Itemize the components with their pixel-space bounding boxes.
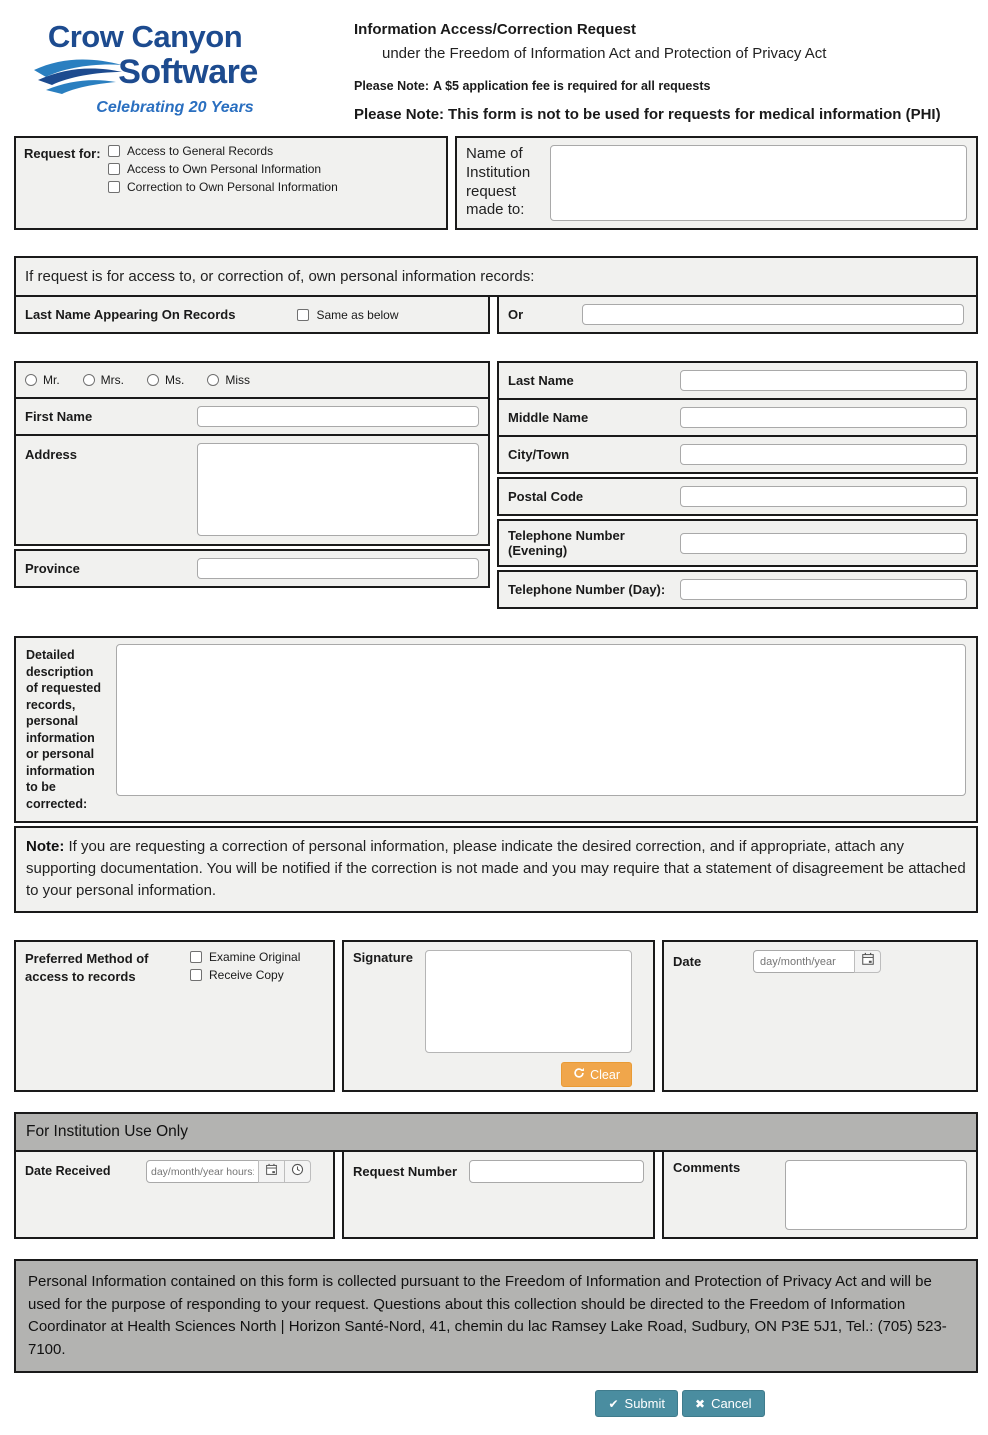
- submit-button[interactable]: [595, 1390, 678, 1417]
- radio-ms[interactable]: [147, 374, 159, 386]
- same-as-below-label: Same as below: [316, 307, 399, 322]
- title-option-mrs: [83, 373, 124, 387]
- radio-label: Mrs.: [100, 373, 124, 387]
- date-received-input[interactable]: [146, 1160, 259, 1183]
- clear-button-label: Clear: [590, 1067, 620, 1082]
- province-label: Province: [25, 561, 80, 576]
- middle-name-row: [497, 398, 978, 437]
- phone-day-label: Telephone Number (Day):: [508, 582, 666, 597]
- title-option-mr: [25, 373, 60, 387]
- postal-code-row: [497, 477, 978, 516]
- checkbox-same-as-below[interactable]: [297, 309, 309, 321]
- comments-box: [662, 1150, 978, 1239]
- x-icon: ✖: [695, 1396, 706, 1411]
- postal-code-input[interactable]: [680, 486, 967, 507]
- last-name-on-records-box: [14, 295, 490, 334]
- cancel-button[interactable]: [682, 1390, 765, 1417]
- submit-button-label: Submit: [624, 1396, 665, 1412]
- request-number-input[interactable]: [469, 1160, 644, 1183]
- title-option-miss: [207, 373, 250, 387]
- request-number-label: Request Number: [353, 1164, 458, 1180]
- last-name-input[interactable]: [680, 370, 967, 391]
- date-received-calendar-button[interactable]: [258, 1160, 285, 1183]
- phone-evening-label: Telephone Number (Evening): [508, 528, 625, 558]
- same-as-below-option: [297, 308, 398, 322]
- or-label: Or: [508, 307, 524, 322]
- checkbox-access-own-personal-info[interactable]: [108, 163, 120, 175]
- form-actions: [198, 1390, 988, 1417]
- checkbox-access-general-records[interactable]: [108, 145, 120, 157]
- signature-column: [425, 950, 632, 1087]
- first-name-input[interactable]: [197, 406, 479, 427]
- correction-note: [14, 826, 978, 913]
- city-town-row: [497, 435, 978, 474]
- or-box: [497, 295, 978, 334]
- wave-swoosh-icon: [32, 56, 124, 101]
- option-label: Correction to Own Personal Information: [127, 180, 338, 194]
- option-label: Examine Original: [209, 950, 301, 965]
- date-input[interactable]: [753, 950, 855, 973]
- privacy-statement: Personal Information contained on this form is collected pursuant to the Freedom of Information and Protection of Privacy Act and will be used for the purpose of responding to your request. Questions about this collection should be directed to the Freedom of Information Coordinator at Health Sciences North | Horizon Santé-Nord, 41, chemin du lac Ramsey Lake Road, Sudbury, ON P3E 5J1, Tel.: (705) 523-7100.: [14, 1259, 978, 1373]
- page-title: Information Access/Correction Request: [354, 21, 637, 38]
- date-input-group: [753, 950, 881, 973]
- refresh-icon: [573, 1067, 585, 1082]
- fee-note-label: Please Note:: [354, 79, 430, 93]
- institution-name-textarea[interactable]: [550, 145, 967, 221]
- last-name-label: Last Name: [508, 373, 574, 388]
- phi-note-text: This form is not to be used for requests for medical information (PHI): [448, 106, 941, 123]
- province-input[interactable]: [197, 558, 479, 579]
- description-textarea[interactable]: [116, 644, 966, 796]
- institution-use-header: For Institution Use Only: [14, 1112, 978, 1152]
- phone-day-input[interactable]: [680, 579, 967, 600]
- calendar-picker-button[interactable]: [854, 950, 881, 973]
- description-label: Detailed description of requested records, personal information or personal information to be corrected:: [26, 648, 102, 811]
- option-label: Access to General Records: [127, 144, 274, 158]
- form-header: [14, 12, 978, 125]
- date-box: [662, 940, 978, 1092]
- crow-canyon-logo: [14, 12, 276, 125]
- personal-details-left-column: [14, 361, 490, 588]
- checkbox-correction-own-personal-info[interactable]: [108, 181, 120, 193]
- phi-note-label: Please Note:: [354, 106, 445, 123]
- middle-name-input[interactable]: [680, 407, 967, 428]
- phone-evening-row: [497, 519, 978, 567]
- title-block: [354, 12, 941, 123]
- date-label: Date: [673, 954, 702, 970]
- comments-label: Comments: [673, 1160, 741, 1176]
- address-row: [14, 434, 490, 546]
- option-receive-copy: [190, 968, 300, 982]
- address-textarea[interactable]: [197, 443, 479, 536]
- personal-details-right-column: [497, 361, 978, 609]
- title-option-ms: [147, 373, 184, 387]
- middle-name-label: Middle Name: [508, 410, 589, 425]
- fee-note-text: A $5 application fee is required for all requests: [433, 79, 711, 93]
- request-for-label: Request for:: [24, 146, 101, 161]
- note-label: Note:: [26, 838, 65, 855]
- last-name-on-records-label: Last Name Appearing On Records: [25, 307, 236, 322]
- own-records-header: If request is for access to, or correction of, own personal information records:: [14, 256, 978, 297]
- option-examine-original: [190, 950, 300, 964]
- access-method-section: [14, 940, 978, 1092]
- request-options: [108, 144, 338, 222]
- radio-label: Ms.: [165, 373, 185, 387]
- phi-note: [354, 106, 941, 123]
- clock-icon: [291, 1163, 304, 1181]
- radio-label: Miss: [225, 373, 251, 387]
- preferred-method-label: Preferred Method of access to records: [25, 951, 149, 985]
- calendar-icon: [265, 1163, 278, 1181]
- option-correction-own-personal-info: [108, 180, 338, 194]
- institution-name-box: [455, 136, 978, 230]
- logo-row: [32, 46, 258, 101]
- checkbox-receive-copy[interactable]: [190, 969, 202, 981]
- checkbox-examine-original[interactable]: [190, 951, 202, 963]
- check-icon: ✔: [608, 1396, 619, 1411]
- radio-label: Mr.: [43, 373, 60, 387]
- radio-miss[interactable]: [207, 374, 219, 386]
- fee-note: [354, 79, 941, 93]
- personal-details-section: [14, 361, 978, 609]
- date-received-input-group: [146, 1160, 311, 1183]
- description-section: [14, 636, 978, 823]
- title-radio-row: [14, 361, 490, 399]
- province-row: [14, 549, 490, 588]
- first-name-row: [14, 397, 490, 436]
- radio-mr[interactable]: [25, 374, 37, 386]
- request-for-box: [14, 136, 448, 230]
- method-options: [190, 950, 300, 986]
- signature-box: [342, 940, 655, 1092]
- first-name-label: First Name: [25, 409, 93, 424]
- note-text: If you are requesting a correction of personal information, please indicate the desired correction, and if appropriate, attach any supporting documentation. You will be notified if the correction is not made and you may require that a statement of disagreement be attached to your personal information.: [26, 838, 966, 899]
- institution-use-row: [14, 1150, 978, 1239]
- option-access-own-personal-info: [108, 162, 338, 176]
- signature-label: Signature: [353, 950, 413, 966]
- phone-evening-input[interactable]: [680, 533, 967, 554]
- logo-tagline: Celebrating 20 Years: [96, 98, 254, 116]
- option-access-general-records: [108, 144, 338, 158]
- option-label: Access to Own Personal Information: [127, 162, 322, 176]
- date-received-time-button[interactable]: [284, 1160, 311, 1183]
- address-label: Address: [25, 447, 78, 462]
- phone-day-row: [497, 570, 978, 609]
- own-records-row: [14, 295, 978, 334]
- last-name-on-records-input[interactable]: [582, 304, 964, 325]
- signature-pad[interactable]: [425, 950, 632, 1053]
- comments-textarea[interactable]: [785, 1160, 967, 1230]
- preferred-method-box: [14, 940, 335, 1092]
- postal-code-label: Postal Code: [508, 489, 584, 504]
- clear-signature-button[interactable]: [561, 1062, 632, 1087]
- logo-name-bottom: Software: [118, 53, 258, 92]
- last-name-row: [497, 361, 978, 400]
- request-number-box: [342, 1150, 655, 1239]
- request-for-section: [14, 136, 978, 230]
- own-records-section: [14, 256, 978, 334]
- date-received-box: [14, 1150, 335, 1239]
- date-received-label: Date Received: [25, 1164, 111, 1179]
- page-subtitle: under the Freedom of Information Act and Protection of Privacy Act: [382, 45, 827, 62]
- logo-name-top: Crow Canyon: [47, 18, 243, 54]
- city-town-label: City/Town: [508, 447, 570, 462]
- city-town-input[interactable]: [680, 444, 967, 465]
- calendar-icon: [861, 952, 875, 971]
- radio-mrs[interactable]: [83, 374, 95, 386]
- option-label: Receive Copy: [209, 968, 284, 983]
- institution-name-label: Name of Institution request made to:: [466, 145, 531, 219]
- cancel-button-label: Cancel: [711, 1396, 752, 1412]
